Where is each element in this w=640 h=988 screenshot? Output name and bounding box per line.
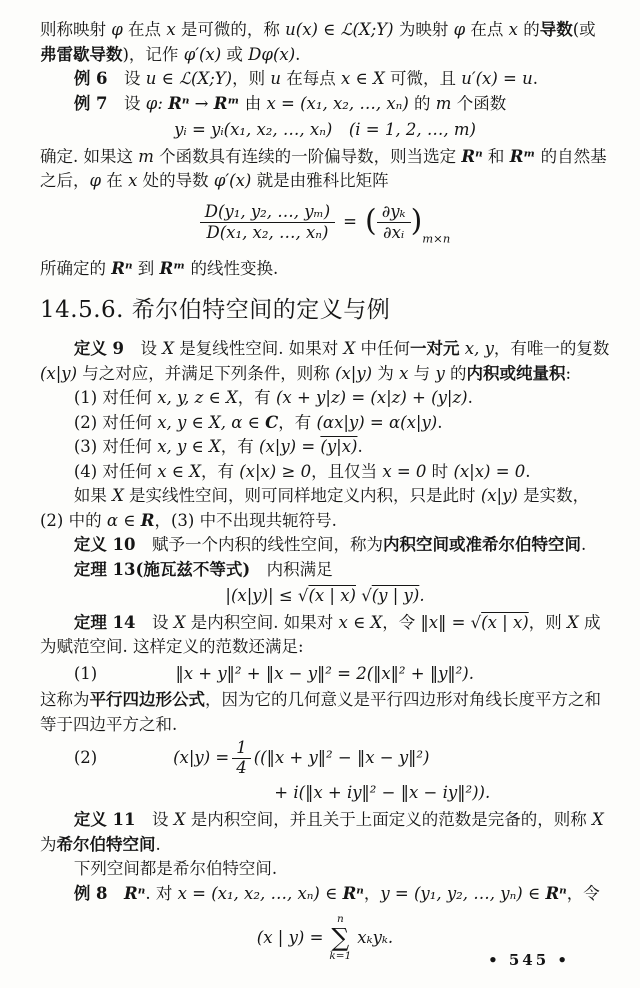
example-8 [40, 882, 610, 907]
text-segment: (2) 对任何 [73, 412, 158, 432]
text-segment: 例 8 [73, 883, 108, 903]
text-segment: 的 [408, 93, 436, 113]
text-segment: 和 [482, 146, 510, 166]
text-segment: x [166, 20, 176, 39]
jacobian-fraction [200, 202, 335, 244]
text-segment: 或 [221, 44, 249, 64]
text-segment: Rᵐ [509, 146, 536, 166]
text-segment: 个函数 [451, 93, 507, 113]
text-segment: )，记作 [122, 44, 184, 64]
text-segment: 设 [107, 69, 146, 88]
equation-2-body [173, 739, 429, 778]
example-7 [40, 92, 610, 117]
text-segment: → [189, 93, 214, 113]
partial-denominator: ∂xᵢ [383, 223, 405, 243]
text-segment: x, y ∈ X, α ∈ [157, 412, 266, 432]
text-segment: Dφ(x) [248, 44, 296, 64]
text-segment: 为 [372, 363, 400, 383]
sum-lhs: (x | y) = [256, 927, 324, 947]
text-segment: 内积满足 [250, 559, 333, 579]
paragraph-linear-transform [40, 257, 610, 282]
text-segment: X [592, 810, 604, 830]
text-segment: Rⁿ [124, 883, 146, 903]
text-segment: 希尔伯特空间 [56, 834, 156, 854]
text-segment: Rⁿ [461, 146, 483, 166]
text-segment: 如果 [73, 486, 113, 506]
text-segment: x = 0 [382, 461, 427, 481]
text-segment: 平行四边形公式 [89, 690, 205, 710]
paragraph-hilbert-examples-intro [40, 857, 610, 882]
paragraph-parallelogram-meaning [40, 688, 610, 737]
text-segment: x = (x₁, x₂, …, xₙ) [266, 93, 409, 113]
partial-derivative-fraction [377, 202, 411, 244]
text-segment: (αx|y) = α(x|y) [316, 412, 438, 432]
polarization-real-part [254, 746, 430, 771]
polarization-lhs [173, 746, 229, 771]
formula-component-functions [40, 118, 610, 143]
text-segment: u [270, 69, 281, 88]
formula-parallelogram-law [40, 662, 610, 687]
text-segment: φ [111, 20, 123, 39]
text-segment: (x|y) = [259, 437, 321, 457]
text-segment: ， [363, 883, 381, 903]
left-paren: ( [364, 203, 377, 239]
text-segment: X [566, 612, 579, 632]
text-segment: x ∈ X [157, 461, 201, 481]
text-segment: ，因为它的几何意义是平行四边形对角线长度平方之和等于四边平方之和. [40, 690, 601, 734]
text-segment [108, 884, 125, 903]
text-segment: 则称映射 [40, 20, 112, 39]
text-segment: 一对元 [410, 339, 460, 359]
formula-polarization-line2 [274, 781, 610, 806]
text-segment: u(x) ∈ ℒ(X;Y) [285, 20, 394, 39]
text-segment: 确定. 如果这 [40, 146, 139, 166]
text-segment: x, y, z ∈ X [157, 388, 238, 408]
text-segment: 是实数，(2) 中的 [40, 486, 590, 530]
text-segment: m [435, 93, 452, 113]
text-segment: (1) 对任何 [73, 388, 158, 408]
text-segment: 这称为 [40, 690, 90, 710]
text-segment: √ [470, 612, 482, 632]
definition-10 [40, 533, 610, 558]
text-segment: m [138, 146, 154, 166]
text-segment: 例 7 [73, 93, 108, 113]
paragraph-jacobian-intro [40, 145, 610, 194]
text-segment: x [508, 20, 518, 39]
text-segment: 所确定的 [40, 258, 112, 278]
matrix-dimension-subscript: m×n [422, 231, 451, 246]
equation-1-body [97, 662, 610, 687]
text-segment: X [173, 612, 186, 632]
text-segment: Rⁿ [545, 883, 567, 903]
text-segment: φ [453, 20, 466, 39]
text-segment: (x|x) = 0 [453, 461, 526, 481]
text-segment: 与 [408, 363, 436, 383]
text-segment: ((‖x + y‖² − ‖x − y‖²) [253, 748, 430, 768]
text-segment: u ∈ ℒ(X;Y) [145, 69, 233, 88]
text-segment: . [437, 412, 443, 432]
text-segment: 导数 [539, 20, 573, 39]
text-segment: ，令 [566, 883, 600, 903]
text-segment: . [295, 44, 301, 64]
one-quarter-fraction [232, 739, 251, 778]
text-segment: 由 [239, 93, 267, 113]
text-segment: 处的导数 [137, 171, 214, 190]
text-segment: 可微，且 [384, 69, 462, 88]
text-segment: 定义 9 [73, 339, 125, 359]
text-segment: C [265, 412, 279, 432]
text-segment: y = (y₁, y₂, …, yₙ) ∈ [380, 883, 546, 903]
text-segment: ‖x + y‖² + ‖x − y‖² = 2(‖x‖² + ‖y‖²). [175, 663, 474, 683]
text-segment: x [128, 171, 138, 190]
text-segment: 的线性变换. [185, 258, 279, 278]
text-segment: 的 [517, 20, 540, 39]
text-segment: 中任何 [355, 339, 411, 359]
text-segment: X [112, 486, 124, 506]
text-segment: 设 [107, 93, 146, 113]
text-segment: ，则 [232, 69, 271, 88]
text-segment: 是可微的，称 [175, 20, 286, 39]
summation-sigma [328, 914, 352, 961]
text-segment: 例 6 [73, 69, 108, 88]
text-segment: x = (x₁, x₂, …, xₙ) ∈ [177, 883, 343, 903]
text-segment: 在每点 [280, 69, 341, 88]
text-segment: ，则 [528, 612, 567, 632]
text-segment: 的自然基之后， [40, 146, 607, 190]
partial-numerator: ∂yₖ [377, 202, 411, 224]
text-segment: ，有唯一的复数 [493, 339, 610, 359]
text-segment: ‖x‖ = [420, 612, 471, 632]
text-segment: 设 [135, 810, 174, 830]
text-segment: φ [89, 171, 102, 190]
inner-product-axiom-4 [40, 460, 610, 485]
text-segment: X [343, 339, 356, 359]
equation-1-label: (1) [73, 663, 98, 683]
text-segment: (x|y) [40, 363, 78, 383]
text-segment: (4) 对任何 [73, 461, 158, 481]
text-segment: Rᵐ [159, 258, 186, 278]
text-segment: 定理 13(施瓦兹不等式) [73, 559, 251, 579]
text-segment: 在 [101, 171, 129, 190]
text-segment: ，有 [200, 461, 240, 481]
text-segment: ，令 [382, 612, 421, 632]
text-segment: (x | x) [308, 586, 356, 606]
page-number: • 545 • [488, 950, 570, 969]
text-segment: ，有 [237, 388, 276, 408]
text-segment: (x|x) ≥ 0 [239, 461, 312, 481]
equation-2-label: (2) [73, 748, 98, 768]
text-segment: x, y [464, 339, 494, 359]
text-segment: x ∈ X [340, 69, 385, 88]
text-segment: (x | x) [481, 612, 529, 632]
text-segment: 在点 [465, 20, 509, 39]
text-segment: φ′(x) [213, 171, 252, 190]
text-segment: Rⁿ [342, 883, 364, 903]
text-segment: yᵢ = yᵢ(x₁, x₂, …, xₙ) (i = 1, 2, …, m) [174, 120, 476, 139]
text-segment: Rⁿ [111, 258, 133, 278]
formula-jacobian-matrix [40, 202, 610, 251]
text-segment: 在点 [122, 20, 167, 39]
text-segment: 是实线性空间，则可同样地定义内积，只是此时 [123, 486, 481, 506]
text-segment: ，有 [278, 412, 317, 432]
text-segment: 定理 14 [73, 612, 136, 632]
text-segment: + i(‖x + iy‖² − ‖x − iy‖²)). [274, 782, 491, 802]
text-segment: . [155, 834, 161, 854]
quarter-numerator: 1 [232, 739, 251, 759]
text-segment: Rⁿ [168, 93, 190, 113]
text-segment: . [467, 388, 473, 408]
right-paren: ) [410, 203, 423, 239]
text-segment: α ∈ [106, 510, 141, 530]
text-segment: 为 [40, 834, 57, 854]
text-segment: 内积空间或准希尔伯特空间 [383, 535, 582, 555]
text-segment: Rᵐ [213, 93, 240, 113]
sum-lower-limit: k=1 [329, 950, 352, 963]
jacobian-numerator: D(y₁, y₂, …, yₘ) [200, 202, 335, 224]
text-segment: |(x|y)| ≤ [225, 586, 298, 606]
paragraph-derivative-definition [40, 18, 610, 67]
sigma-symbol: ∑ [331, 922, 350, 952]
text-segment: 定义 11 [73, 810, 136, 830]
inner-product-axiom-1 [40, 386, 610, 411]
text-segment: 到 [132, 258, 160, 278]
text-segment: φ: [145, 93, 169, 113]
sum-rhs: xₖyₖ. [357, 927, 394, 947]
text-segment: 成为赋范空间. 这样定义的范数还满足: [40, 612, 601, 657]
text-segment: 的 [444, 363, 467, 383]
text-segment: : [565, 363, 572, 383]
text-segment: ，(3) 中不出现共轭符号. [154, 510, 337, 530]
text-segment: 是复线性空间. 如果对 [174, 339, 344, 359]
text-segment: . 对 [145, 883, 178, 903]
jacobian-denominator: D(x₁, x₂, …, xₙ) [206, 223, 329, 243]
text-segment: (y|x) [320, 437, 358, 457]
formula-polarization-line1 [40, 739, 610, 778]
text-segment: x [399, 363, 409, 383]
text-segment: 设 [124, 339, 163, 359]
inner-product-axiom-2 [40, 411, 610, 436]
text-segment: R [140, 510, 155, 530]
text-segment: ，有 [220, 437, 260, 457]
paragraph-real-space-case [40, 484, 610, 533]
text-segment: 赋予一个内积的线性空间，称为 [135, 535, 384, 555]
text-segment: √ [361, 586, 372, 606]
text-segment: ，且仅当 [311, 461, 383, 481]
text-segment: X [173, 810, 186, 830]
text-segment: 定义 10 [73, 535, 136, 555]
text-segment: 弗雷歇导数 [40, 44, 123, 64]
text-segment: x, y ∈ X [157, 437, 221, 457]
text-segment: y [435, 363, 445, 383]
text-segment: x ∈ X [338, 612, 383, 632]
text-segment: (x|y) = [173, 748, 230, 768]
sum-upper-limit: n [336, 913, 344, 926]
text-segment: 个函数具有连续的一阶偏导数，则当选定 [153, 146, 462, 166]
theorem-13-schwarz [40, 558, 610, 583]
text-segment: u′(x) = u [461, 69, 533, 88]
text-segment: (x + y|z) = (x|z) + (y|z) [276, 388, 468, 408]
text-segment: φ′(x) [183, 44, 222, 64]
text-segment: 设 [135, 612, 174, 632]
equals-sign: = [343, 212, 357, 232]
formula-schwarz-inequality [40, 584, 610, 609]
text-segment: 下列空间都是希尔伯特空间. [73, 859, 278, 879]
section-heading: 14.5.6. 希尔伯特空间的定义与例 [40, 297, 391, 324]
text-segment: 为映射 [393, 20, 454, 39]
text-segment: 是内积空间. 如果对 [185, 612, 339, 632]
quarter-denominator: 4 [236, 757, 247, 777]
text-segment: (x|y) [480, 486, 518, 506]
definition-11 [40, 808, 610, 857]
text-segment: (y | y) [371, 586, 420, 606]
example-6 [40, 67, 610, 92]
text-segment: 内积或纯量积 [466, 363, 566, 383]
text-segment: (3) 对任何 [73, 437, 158, 457]
text-segment: . [581, 535, 587, 555]
text-segment: X [162, 339, 175, 359]
text-segment: 与之对应，并满足下列条件，则称 [77, 363, 336, 383]
text-segment: (或 [572, 20, 596, 39]
definition-9 [40, 337, 610, 386]
text-segment: 就是由雅科比矩阵 [251, 171, 389, 190]
theorem-14 [40, 611, 610, 660]
text-segment: (x|y) [335, 363, 373, 383]
text-segment: . [525, 461, 531, 481]
text-segment: . [357, 437, 363, 457]
text-segment: 时 [426, 461, 454, 481]
text-segment: √ [297, 586, 309, 606]
inner-product-axiom-3 [40, 435, 610, 460]
text-segment: . [532, 69, 538, 88]
text-segment: . [419, 586, 425, 606]
text-segment: 是内积空间，并且关于上面定义的范数是完备的，则称 [185, 810, 593, 830]
